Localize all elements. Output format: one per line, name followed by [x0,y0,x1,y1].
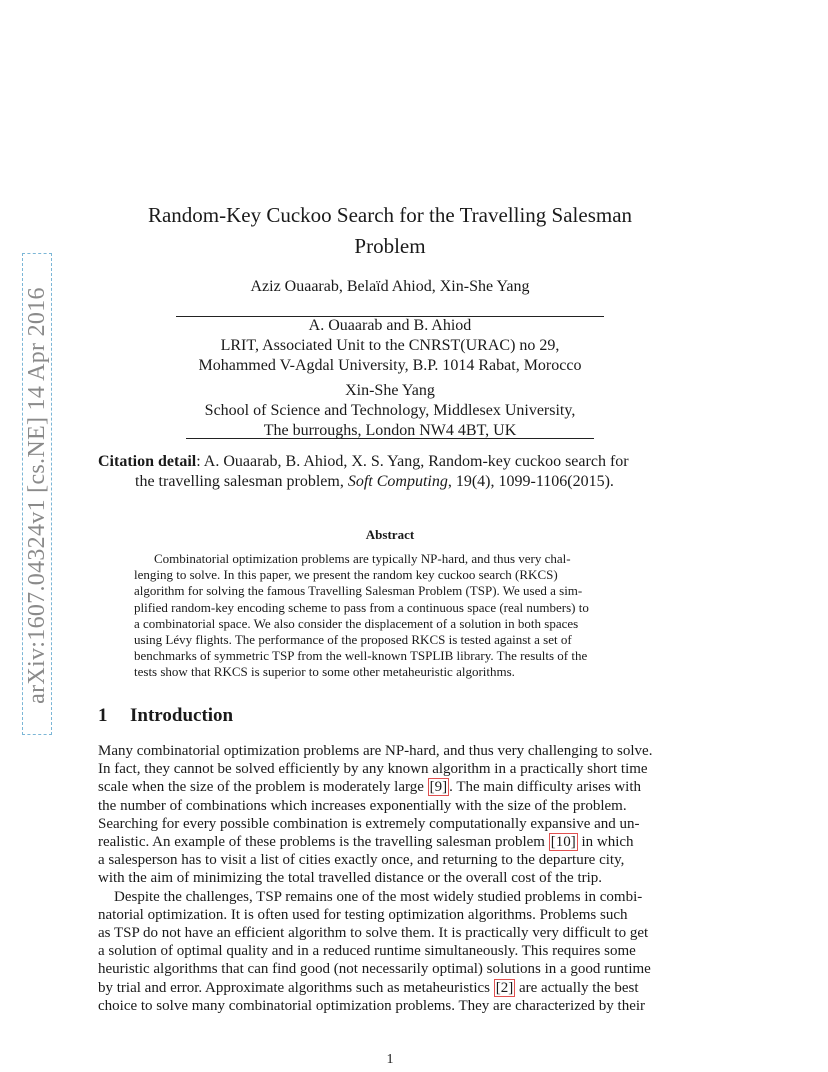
body-line: Many combinatorial optimization problems are NP-hard, and thus very challenging to solve. [98,743,653,759]
affiliation-2 [120,381,660,441]
body-line: a salesperson has to visit a list of cities exactly once, and returning to the departure city, [98,852,625,869]
body-line [98,979,684,997]
abstract-line: a combinatorial space. We also consider the displacement of a solution in both spaces [134,615,579,631]
citation-text-1: : A. Ouaarab, B. Ahiod, X. S. Yang, Random-key cuckoo search for [196,453,629,470]
authors: Aziz Ouaarab, Belaïd Ahiod, Xin-She Yang [250,278,530,295]
body-line [98,778,684,796]
affiliation-1-address: Mohammed V-Agdal University, B.P. 1014 Rabat, Morocco [198,357,582,374]
body-line: Despite the challenges, TSP remains one of the most widely studied problems in combi- [114,888,643,905]
affiliation-2-name: Xin-She Yang [345,382,435,399]
abstract-body [134,551,646,681]
body-line-text: are actually the best [515,979,639,996]
citation-label: Citation detail [98,453,197,470]
body-line-text: in which [577,834,634,851]
citation-link-9[interactable]: [9] [429,779,448,796]
affiliation-1-names: A. Ouaarab and B. Ahiod [308,317,472,334]
citation-link-2[interactable]: [2] [495,979,514,996]
abstract-line: algorithm for solving the famous Travelling Salesman Problem (TSP). We used a sim- [134,583,583,599]
title-line-2: Problem [354,234,426,258]
abstract-line: using Lévy flights. The performance of the proposed RKCS is tested against a set of [134,632,572,648]
body-line: natorial optimization. It is often used for testing optimization algorithms. Problems such [98,906,628,923]
section-number: 1 [98,705,108,726]
arxiv-stamp-text[interactable]: arXiv:1607.04324v1 [cs.NE] 14 Apr 2016 [23,286,50,704]
body-line-text: . The main difficulty arises with [449,779,642,796]
citation-line-2 [98,472,698,492]
abstract-line: Combinatorial optimization problems are typically NP-hard, and thus very chal- [154,551,571,566]
citation-text-3: , 19(4), 1099-1106(2015). [447,473,614,490]
page-number: 1 [386,1052,394,1067]
body-line: Searching for every possible combination is extremely computationally expansive and un- [98,815,640,832]
bottom-rule [186,438,594,439]
body-line [98,833,684,851]
paper-title [100,200,680,262]
body-line-text: by trial and error. Approximate algorithms such as metaheuristics [98,979,494,996]
affiliation-1-lab: LRIT, Associated Unit to the CNRST(URAC) no 29, [220,337,560,354]
abstract-line: lenging to solve. In this paper, we present the random key cuckoo search (RKCS) [134,567,558,583]
body-line-text: realistic. An example of these problems is the travelling salesman problem [98,834,549,851]
body-line: choice to solve many combinatorial optimization problems. They are characterized by their [98,997,646,1014]
citation-text-2: the travelling salesman problem, [135,473,348,490]
citation-journal: Soft Computing [347,473,448,490]
body-text [98,742,684,1015]
body-line: a solution of optimal quality and in a reduced runtime simultaneously. This requires some [98,943,636,960]
body-line: the number of combinations which increases exponentially with the size of the problem. [98,797,627,814]
body-line-text: scale when the size of the problem is moderately large [98,779,428,796]
body-line: as TSP do not have an efficient algorithm to solve them. It is practically very difficult to get [98,925,649,942]
abstract-line: benchmarks of symmetric TSP from the well-known TSPLIB library. The results of the [134,648,588,664]
body-line: heuristic algorithms that can find good (not necessarily optimal) solutions in a good runtime [98,961,651,978]
affiliation-2-address: The burroughs, London NW4 4BT, UK [263,422,517,439]
body-line: In fact, they cannot be solved efficiently by any known algorithm in a practically short time [98,761,648,778]
abstract-line: tests show that RKCS is superior to some other metaheuristic algorithms. [134,664,515,680]
abstract-line: plified random-key encoding scheme to pass from a continuous space (real numbers) to [134,599,589,615]
citation-link-10[interactable]: [10] [550,834,576,851]
section-title: Introduction [130,705,234,726]
abstract-heading: Abstract [365,527,415,542]
section-heading [98,705,233,727]
title-line-1: Random-Key Cuckoo Search for the Travelling Salesman [147,203,633,227]
citation-detail [98,452,698,492]
affiliation-2-school: School of Science and Technology, Middlesex University, [204,402,576,419]
body-line: with the aim of minimizing the total travelled distance or the overall cost of the trip. [98,870,603,887]
arxiv-stamp[interactable] [22,255,52,735]
affiliation-1 [120,316,660,376]
